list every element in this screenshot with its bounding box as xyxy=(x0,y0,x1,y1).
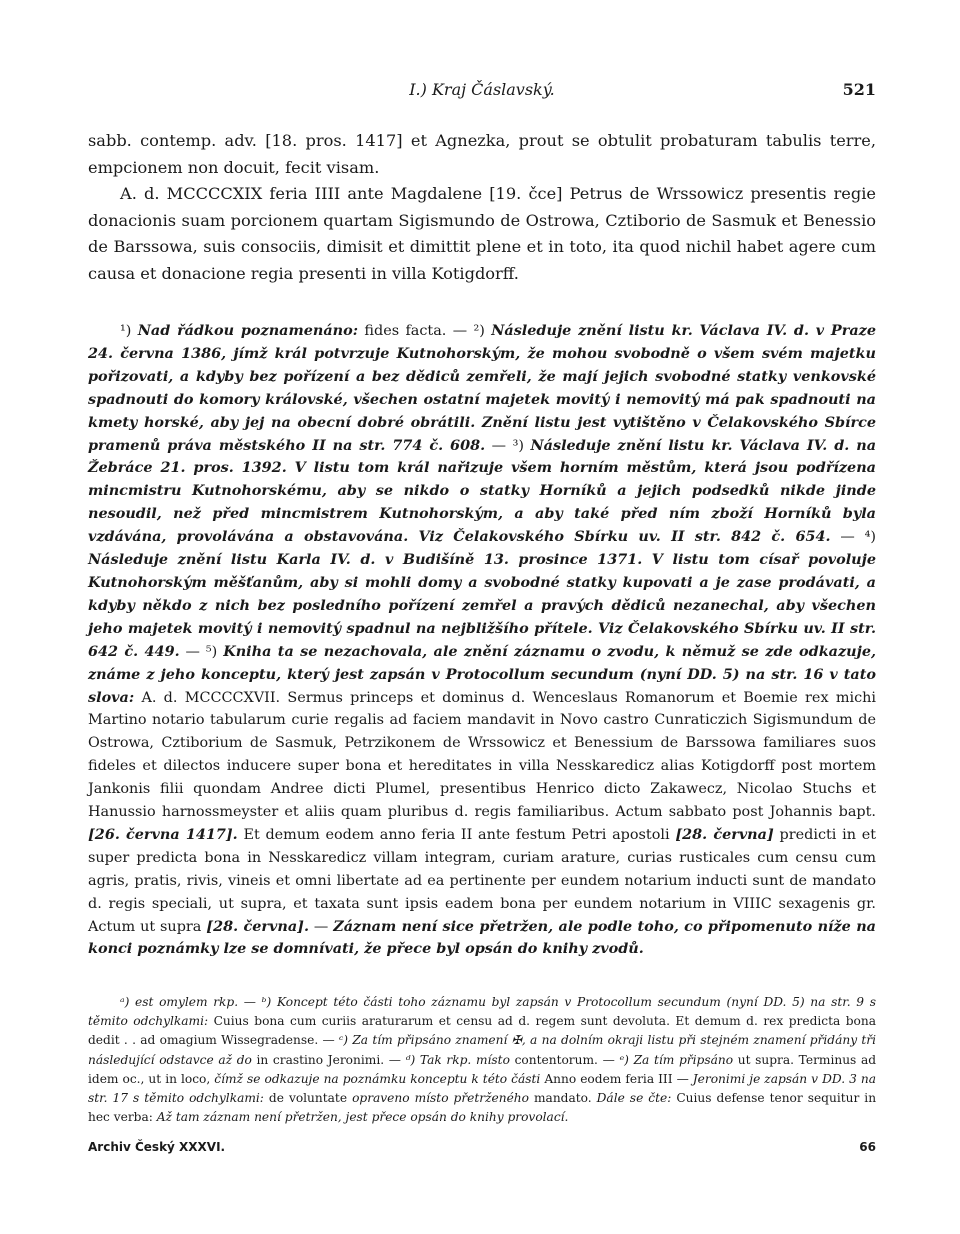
footnote-5-date: [26. června 1417]. xyxy=(88,825,238,843)
separator: — xyxy=(840,529,855,546)
main-text xyxy=(88,128,876,287)
footnote-4-text: Následuje znění listu Karla IV. d. v Budišíně 13. prosince 1371. V listu tom císař povoluje Kutnohorským měšťanům, aby si mohli domy a svobodné statky kupovati a je zase prodávati, a kdyby někdo z nich bez posledního pořízení zemřel a pravých dědiců nezanechal, aby všechen jeho majetek movitý i nemovitý spadnul na nejbližšího přítele. Viz Čelakovského Sbírku uv. II str. 642 č. 449. xyxy=(88,551,876,660)
footnote-marker: ³) xyxy=(512,437,524,454)
sheet-number: 66 xyxy=(859,1140,876,1154)
critical-apparatus xyxy=(88,993,876,1127)
apparatus-text: — ᵉ) Za tím připsáno xyxy=(602,1052,734,1067)
footnote-5-date: [28. června]. xyxy=(206,917,309,935)
footnote-3-text: Následuje znění listu kr. Václava IV. d. na Žebráce 21. pros. 1392. V listu tom král nařizuje všem horním městům, která jsou podřízena mincmistru Kutnohorskému, aby se nikdo o statky Horníků a jejich podsedků nikde jinde nesoudil, než před mincmistrem Kutnohorským, a aby také před ním zboží Horníků byla vzdávána, provolávána a obstavována. Viz Čelakovského Sbírku uv. II str. 842 č. 654. xyxy=(88,436,877,546)
apparatus-text: Dále se čte: xyxy=(596,1091,672,1106)
footnote-5-closing: Záznam není sice přetržen, ale podle toho, co připomenuto níže na konci poznámky lze se domnívati, že přece byl opsán do knihy zvodů. xyxy=(88,917,876,958)
signature-mark: Archiv Český XXXVI. xyxy=(88,1140,226,1154)
footnote-5-date: [28. června] xyxy=(675,825,774,843)
apparatus-text: čímž se odkazuje na poznámku konceptu k této části xyxy=(214,1071,541,1086)
apparatus-text: opraveno místo přetrženého xyxy=(352,1091,529,1106)
apparatus-latin: de voluntate xyxy=(268,1091,348,1106)
apparatus-text: Až tam záznam není přetržen, jest přece opsán do knihy provolací. xyxy=(156,1110,569,1125)
page-footer xyxy=(88,1140,876,1160)
apparatus-latin: Cuius defense tenor sequitur in hec verba: xyxy=(88,1091,877,1125)
separator: — xyxy=(491,437,507,454)
footnote-5-text: Kniha ta se nezachovala, ale znění záznamu o zvodu, k němuž se zde odkazuje, známe z jeho konceptu, který jest zapsán v Protocollum secundum (nyní DD. 5) na str. 16 v tato slova: xyxy=(88,642,877,706)
footnote-2-text: Následuje znění listu kr. Václava IV. d. v Praze 24. června 1386, jímž král potvrzuje Kutnohorským, že mohou svobodně o všem svém majetku pořizovati, a kdyby bez pořízení a bez dědiců zemřeli, že mají jejich svobodné statky venkovské spadnouti do komory královské, všechen ostatní majetek movitý i nemovitý má pak spadnouti na kmety horské, aby jej na obecní dobré obrátili. Znění listu jest vytištěno v Čelakovského Sbírce pramenů práva městského II na str. 774 č. 608. xyxy=(88,322,876,454)
paragraph-2: A. d. MCCCCXIX feria IIII ante Magdalene [19. čce] Petrus de Wrssowicz presentis regie donacionis suam porcionem quartam Sigismundo de Ostrowa, Cztiborio de Sasmuk et Benessio de Barssowa, suis consociis, dimisit et dimittit plene et in toto, ita quod nichil habet agere cum causa et donacione regia presenti in villa Kotigdorff. xyxy=(88,184,876,283)
apparatus-latin: ut supra. Terminus ad idem oc., ut in loco, xyxy=(88,1052,877,1086)
apparatus-text: Jeronimi je zapsán v DD. 3 na str. 17 s těmito odchylkami: xyxy=(88,1071,876,1106)
footnote-marker: ⁵) xyxy=(205,643,218,660)
apparatus-latin: Cuius bona cum curiis araturarum et censu ad d. regem sunt devoluta. Et demum d. rex predicta bona dedit . . ad omagium Wissegradense. xyxy=(88,1014,877,1048)
apparatus-latin: in crastino Jeronimi. xyxy=(256,1052,385,1067)
footnote-marker: ⁴) xyxy=(864,529,876,546)
footnote-5-latin: Et demum eodem anno feria II ante festum Petri apostoli xyxy=(243,826,670,843)
separator: — xyxy=(452,323,468,339)
footnote-5-latin: predicti in et super predicta bona in Nesskaredicz villam integram, curiam arature, curias rusticales cum censu cum agris, pratis, rivis, vineis et omni libertate ad ea pertinente per eundem notarium inducti sunt de mandato d. regis speciali, ut supra, et taxata sunt ipsis eadem bona per eundem notarium in VIIIC sexagenis gr. Actum ut supra xyxy=(88,826,877,935)
footnote-marker: ²) xyxy=(473,323,485,339)
footnote-marker: ¹) xyxy=(120,323,132,339)
footnotes xyxy=(88,320,876,961)
running-head: I.) Kraj Čáslavský. xyxy=(409,80,555,99)
page-header xyxy=(88,80,876,106)
page-number: 521 xyxy=(842,80,876,99)
footnote-1-value: fides facta. xyxy=(364,323,447,339)
apparatus-text: — ᶜ) Za tím připsáno znamení ✠, a na dolním okraji listu při stejném znamení přidány tři následující odstavce až do xyxy=(88,1033,876,1067)
apparatus-latin: mandato. xyxy=(534,1091,592,1106)
separator: — xyxy=(313,918,329,935)
paragraph-1: sabb. contemp. adv. [18. pros. 1417] et Agnezka, prout se obtulit probaturam tabulis terre, empcionem non docuit, fecit visam. xyxy=(88,131,876,177)
footnote-5-latin: A. d. MCCCCXVII. Sermus princeps et dominus d. Wenceslaus Romanorum et Boemie rex michi Martino notario tabularum curie regalis ad faciem mandavit in Novo castro Cunraticzich Sigismundum de Ostrowa, Cztiborium de Sasmuk, Petrzikonem de Wrssowicz et Benessium de Barssowa familiares suos fideles et dilectos inducere super bona et hereditates in villa Nesskaredicz alias Kotigdorff post mortem Jankonis filii quondam Andree dicti Plumel, presentibus Henrico dicto Zakawecz, Nicolao Stuchs et Hanussio harnossmeyster et aliis quam pluribus d. regis familiaribus. Actum sabbato post Johannis bapt. xyxy=(88,689,877,821)
footnote-1-text: Nad řádkou poznamenáno: xyxy=(137,322,359,339)
apparatus-text: — ᵈ) Tak rkp. místo xyxy=(388,1052,510,1067)
separator: — xyxy=(185,643,200,660)
apparatus-text: ᵃ) est omylem rkp. — ᵇ) Koncept této části toho záznamu byl zapsán v Protocollum secundum (nyní DD. 5) na str. 9 s těmito odchylkami: xyxy=(88,995,876,1029)
apparatus-latin: contentorum. xyxy=(514,1052,598,1067)
apparatus-latin: Anno eodem feria III — xyxy=(544,1071,689,1086)
